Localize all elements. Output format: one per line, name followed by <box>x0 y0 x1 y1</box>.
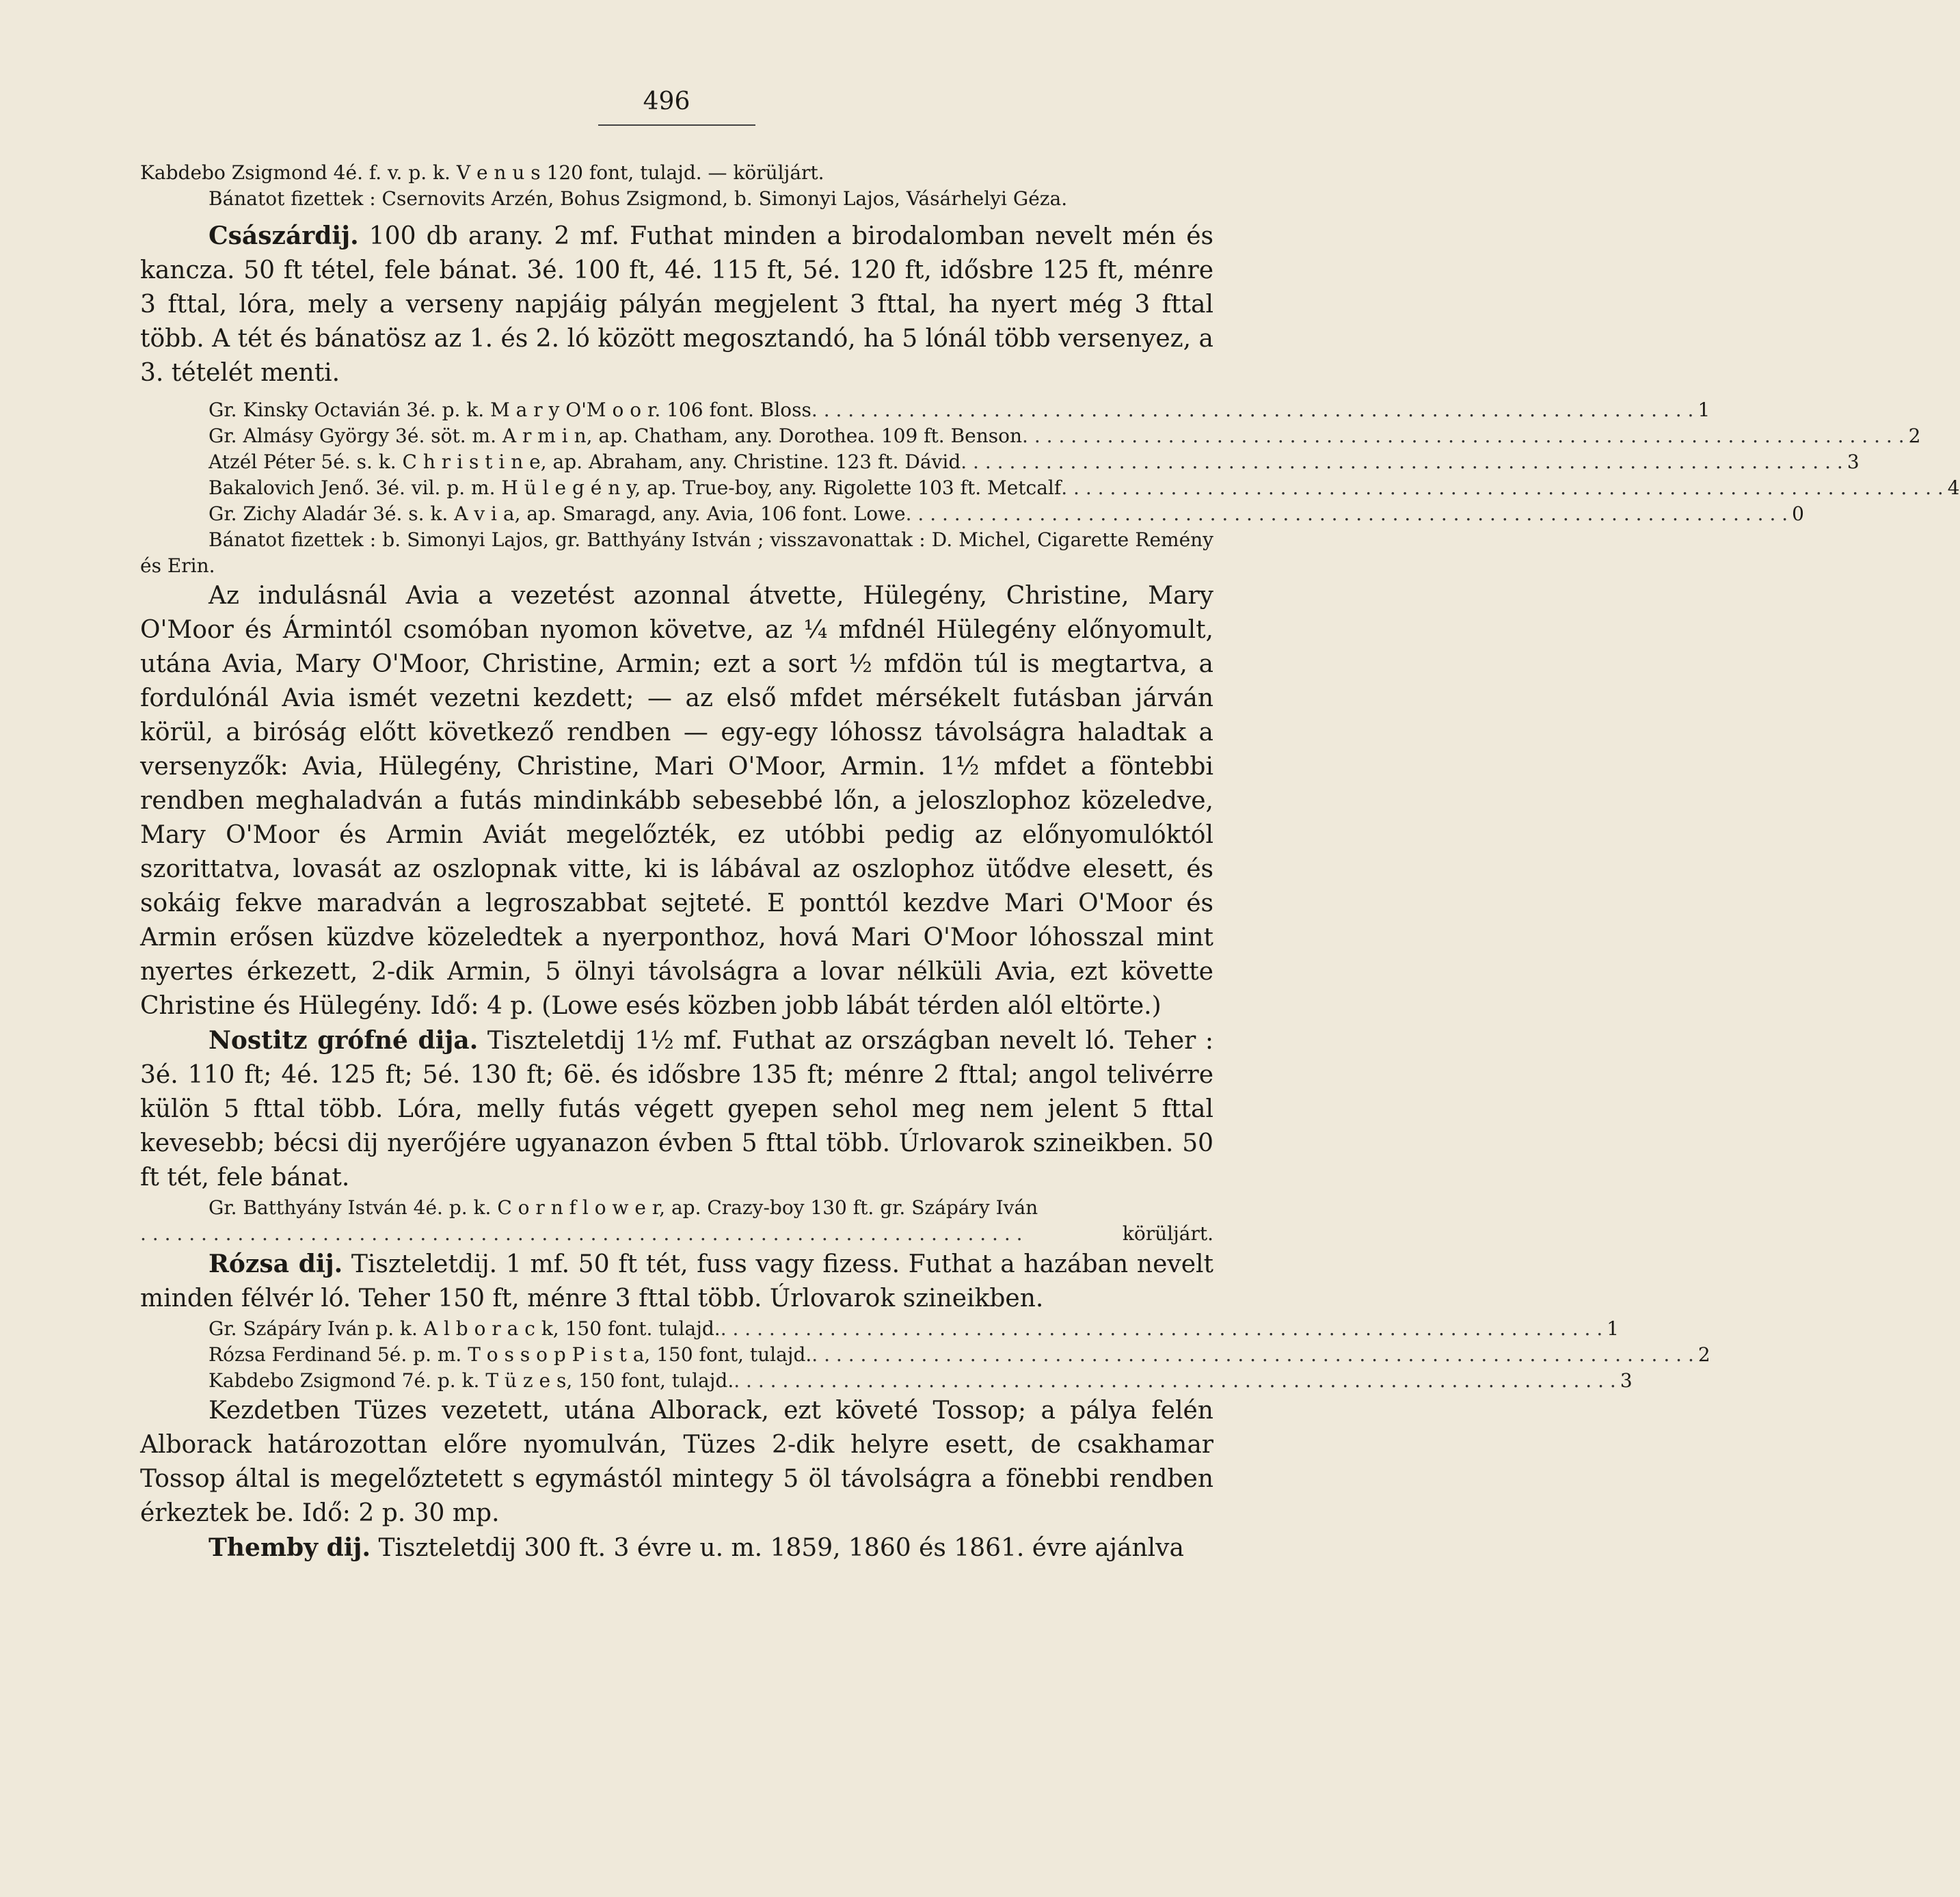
entry-place: 4 <box>1947 476 1960 499</box>
entry-text: Bakalovich Jenő. 3é. vil. p. m. H ü l e g é n y, ap. True-boy, any. Rigolette 103 ft. Metcalf <box>209 476 1062 499</box>
entry-place: 0 <box>1792 502 1804 525</box>
entry-cornflower: Gr. Batthyány István 4é. p. k. C o r n f l o w e r, ap. Crazy-boy 130 ft. gr. Szápáry Iván <box>209 1196 1038 1219</box>
result-entry <box>140 397 1710 423</box>
race-title: Rózsa dij. <box>209 1250 343 1278</box>
banat-paragraph: Bánatot fizettek : Csernovits Arzén, Bohus Zsigmond, b. Simonyi Lajos, Vásárhelyi Géza. <box>209 187 1068 210</box>
entry-kabdebo-venus: Kabdebo Zsigmond 4é. f. v. p. k. V e n u s 120 font, tulajd. — körüljárt. <box>140 161 824 184</box>
entry-place: 1 <box>1607 1317 1620 1340</box>
dot-leader: . . . . . . . . . . . . . . . . . . . . . . . . . . . . . . . . . . . . . . . . . . . . . . . . . . . . . . . . . . . . . . . . . . . . . . . . . <box>1022 425 1905 447</box>
race-conditions: Tiszteletdij 1½ mf. Futhat az országban nevelt ló. Teher : 3é. 110 ft; 4é. 125 ft; 5é. 130 ft; 6ë. és idősbre 135 ft; ménre 2 fttal; angol telivérre külön 5 fttal több. Lóra, melly futás végett gyepen sehol meg nem jelent 5 fttal kevesebb; bécsi dij nyerőjére ugyanazon évben 5 fttal több. Úrlovarok szineikben. 50 ft tét, fele bánat. <box>140 1027 1214 1192</box>
entry-place: 3 <box>1620 1369 1633 1392</box>
result-line <box>140 1221 1213 1247</box>
race-conditions: Tiszteletdij. 1 mf. 50 ft tét, fuss vagy fizess. Futhat a hazában nevelt minden félvér ló. Teher 150 ft, ménre 3 fttal több. Úrlovarok szineikben. <box>140 1250 1213 1313</box>
race-conditions: Tiszteletdij 300 ft. 3 évre u. m. 1859, 1860 és 1861. évre ajánlva <box>371 1534 1184 1562</box>
race-csaszardij <box>140 219 1213 390</box>
race-nostitz <box>140 1023 1213 1195</box>
result-entry <box>140 1342 1710 1368</box>
result-entry <box>140 423 1921 449</box>
dot-leader: . . . . . . . . . . . . . . . . . . . . . . . . . . . . . . . . . . . . . . . . . . . . . . . . . . . . . . . . . . . . . . . . . . . . . . . . . <box>811 1343 1694 1366</box>
dot-leader: . . . . . . . . . . . . . . . . . . . . . . . . . . . . . . . . . . . . . . . . . . . . . . . . . . . . . . . . . . . . . . . . . . . . . . . . . <box>905 502 1788 525</box>
result-entry <box>140 475 1960 501</box>
dot-leader: . . . . . . . . . . . . . . . . . . . . . . . . . . . . . . . . . . . . . . . . . . . . . . . . . . . . . . . . . . . . . . . . . . . . . . . . . <box>961 450 1843 473</box>
dot-leader: . . . . . . . . . . . . . . . . . . . . . . . . . . . . . . . . . . . . . . . . . . . . . . . . . . . . . . . . . . . . . . . . . . . . . . . . . <box>734 1369 1616 1392</box>
dot-leader: . . . . . . . . . . . . . . . . . . . . . . . . . . . . . . . . . . . . . . . . . . . . . . . . . . . . . . . . . . . . . . . . . . . . . . . . . <box>1061 476 1944 499</box>
result-entry <box>140 501 1804 527</box>
entry-place: 3 <box>1847 450 1860 473</box>
result-entry <box>140 1368 1633 1394</box>
entry-text: Gr. Szápáry Iván p. k. A l b o r a c k, 150 font. tulajd. <box>209 1317 721 1340</box>
banat-paragraph: Bánatot fizettek : b. Simonyi Lajos, gr. Batthyány István ; visszavonattak : D. Michel, Cigarette Remény és Erin. <box>140 528 1213 577</box>
race-title: Themby dij. <box>209 1533 371 1562</box>
race-narrative: Az indulásnál Avia a vezetést azonnal átvette, Hülegény, Christine, Mary O'Moor és Ármintól csomóban nyomon követve, az ¼ mfdnél Hülegény előnyomult, utána Avia, Mary O'Moor, Christine, Armin; ezt a sort ½ mfdön túl is megtartva, a fordulónál Avia ismét vezetni kezdett; — az első mfdet mérsékelt futásban járván körül, a biróság előtt következő rendben — egy-egy lóhossz távolságra haladtak a versenyzők: Avia, Hülegény, Christine, Mari O'Moor, Armin. 1½ mfdet a föntebbi rendben meghaladván a futás mindinkább sebesebbé lőn, a jeloszlophoz közeledve, Mary O'Moor és Armin Aviát megelőzték, ez utóbbi pedig az előnyomulóktól szorittatva, lovasát az oszlopnak vitte, ki is lábával az oszlophoz ütődve elesett, és sokáig fekve maradván a legroszabbat sejteté. E ponttól kezdve Mari O'Moor és Armin erősen küzdve közeledtek a nyerponthoz, hová Mari O'Moor lóhosszal mint nyertes érkezett, 2-dik Armin, 5 ölnyi távolságra a lovar nélküli Avia, ezt követte Christine és Hülegény. Idő: 4 p. (Lowe esés közben jobb lábát térden alól eltörte.) <box>140 582 1213 1020</box>
entry-text: Atzél Péter 5é. s. k. C h r i s t i n e, ap. Abraham, any. Christine. 123 ft. Dávid <box>209 450 961 473</box>
dot-leader: . . . . . . . . . . . . . . . . . . . . . . . . . . . . . . . . . . . . . . . . . . . . . . . . . . . . . . . . . . . . . . . . . . . . . . . . . <box>720 1317 1603 1340</box>
result-entry <box>140 449 1860 475</box>
entry-text: Kabdebo Zsigmond 7é. p. k. T ü z e s, 150 font, tulajd. <box>209 1369 734 1392</box>
race-themby <box>140 1531 1213 1565</box>
entry-result: körüljárt. <box>1122 1222 1213 1245</box>
entry-text: Gr. Kinsky Octavián 3é. p. k. M a r y O'M o o r. 106 font. Bloss <box>209 399 811 421</box>
page-number: 496 <box>643 88 690 116</box>
entry-place: 1 <box>1697 399 1710 421</box>
entry-text: Rózsa Ferdinand 5é. p. m. T o s s o p P i s t a, 150 font, tulajd. <box>209 1343 812 1366</box>
dot-leader: . . . . . . . . . . . . . . . . . . . . . . . . . . . . . . . . . . . . . . . . . . . . . . . . . . . . . . . . . . . . . . . . . . . . . . . . . <box>811 399 1694 421</box>
entry-text: Gr. Almásy György 3é. söt. m. A r m i n, ap. Chatham, any. Dorothea. 109 ft. Benson <box>209 425 1023 447</box>
dot-leader: . . . . . . . . . . . . . . . . . . . . . . . . . . . . . . . . . . . . . . . . . . . . . . . . . . . . . . . . . . . . . . . . . . . . . . . . . <box>140 1222 1023 1245</box>
entry-place: 2 <box>1908 425 1921 447</box>
entry-place: 2 <box>1697 1343 1710 1366</box>
race-narrative: Kezdetben Tüzes vezetett, utána Alborack, ezt követé Tossop; a pálya felén Alborack határozottan előre nyomulván, Tüzes 2-dik helyre esett, de csakhamar Tossop által is megelőztetett s egymástól mintegy 5 öl távolságra a fönebbi rendben érkeztek be. Idő: 2 p. 30 mp. <box>140 1397 1213 1527</box>
race-rozsa <box>140 1247 1213 1316</box>
race-title: Császárdij. <box>209 221 359 250</box>
race-conditions: 100 db arany. 2 mf. Futhat minden a birodalomban nevelt mén és kancza. 50 ft tétel, fele bánat. 3é. 100 ft, 4é. 115 ft, 5é. 120 ft, idősbre 125 ft, ménre 3 fttal, lóra, mely a verseny napjáig pályán megjelent 3 fttal, ha nyert még 3 fttal több. A tét és bánatösz az 1. és 2. ló között megosztandó, ha 5 lónál több versenyez, a 3. tételét menti. <box>140 222 1213 387</box>
entry-text: Gr. Zichy Aladár 3é. s. k. A v i a, ap. Smaragd, any. Avia, 106 font. Lowe <box>209 502 906 525</box>
header-rule <box>598 124 755 126</box>
result-entry <box>140 1316 1620 1342</box>
page-body <box>140 160 1960 1565</box>
race-title: Nostitz grófné dija. <box>209 1026 479 1055</box>
